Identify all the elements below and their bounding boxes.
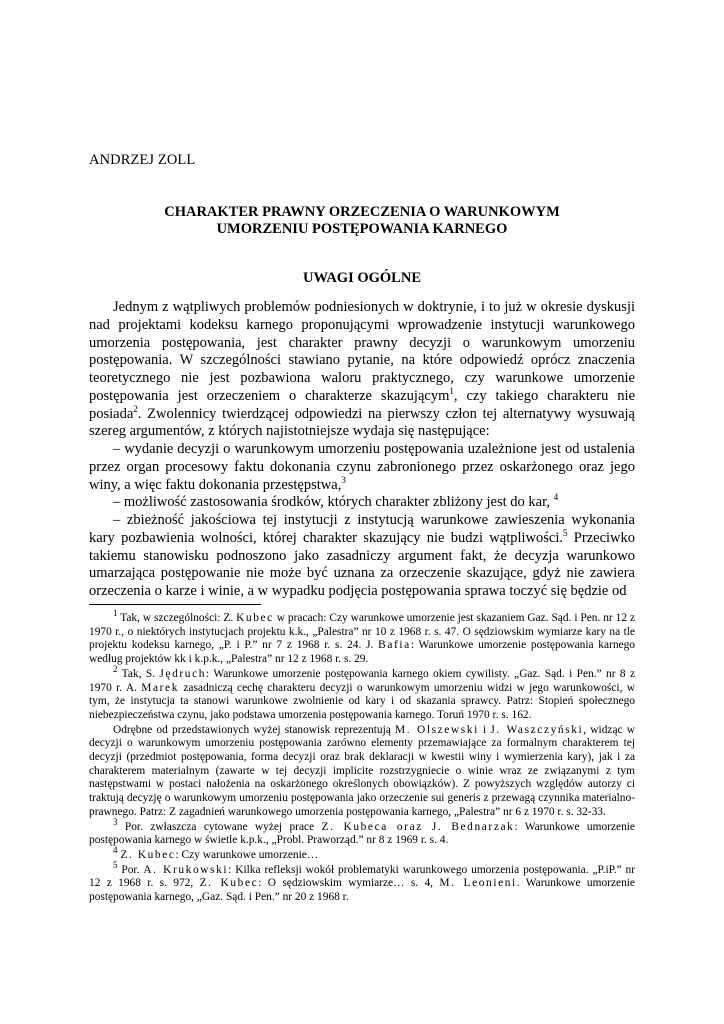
footnote-separator [89,604,261,605]
author-name: A. Krukowski [143,863,229,876]
footnote-3 [89,816,635,848]
author-name: Kubec [236,612,274,624]
text-run: , widząc w decyzji o warunkowym umorzeniu postępowania zarówno elementy przemawiające za formalnym charakterem tej decyzji (przedmiot postępowania, forma decyzji oraz brak deklaracji w kwestii winy i wymierzenia kary), jak i za charakterem materialnym (zawarte w tej decyzji implicite rozstrzygniecie o winie wraz ze związanymi z tym następstwami w postaci nałożenia na oskarżonego określonych obowiązków). Z powyższych względów autorzy ci traktują decyzję o warunkowym umorzeniu postępowania jako orzeczenie sui generis z przewagą czynnika materialno-prawnego. Patrz: Z zagadnień warunkowego umorzenia postępowania karnego, „Palestra” nr 6 z 1970 r. s. 32-33. [89,723,635,818]
paragraph [89,441,635,494]
footnote-ref: 3 [341,474,346,485]
author-name: M. Leonieni [439,877,517,890]
author-name: J. Waszczyński [490,723,584,736]
author-name: Z. Kubec [120,848,176,861]
text-run: Tak, w szczególności: Z. [120,612,237,624]
text-run: : O sędziowskim wymiarze… s. 4, [258,877,440,890]
text-run: – możliwość zastosowania środków, których charakter zbliżony jest do kar, [113,494,554,511]
section-heading: UWAGI OGÓLNE [302,270,422,286]
text-run: – zbieżność jakościowa tej instytucji z instytucją warunkowe zawieszenia wykonania kary pozbawienia wolności, której charakter skazujący nie budzi wątpliwości. [89,512,635,546]
text-run: w pracach: Czy warunkowe umorzenie jest skazaniem Gaz. Sąd. i Pen. nr 12 z 1970 r., o niektórych instytucjach projektu k.k., „Palestra” nr 10 z 1968 r. s. 47. O sędziowskim wymiarze kary na tle projektu kodeksu karnego, „P. i P.” nr 7 z 1968 r. s. 24. J. [89,612,635,652]
footnote-ref: 2 [133,403,138,414]
footnote-5 [89,859,635,905]
text-run: Przeciwko takiemu stanowisku podnoszono jako zasadniczy argument fakt, że decyzja warunkowo umarzająca postępowanie nie może być uznana za orzeczenie skazujące, gdyż nie zawiera orzeczenia o karze i winie, a w wypadku podjęcia postępowania sprawa toczyć się będzie od [89,529,636,599]
title-line-2: UMORZENIU POSTĘPOWANIA KARNEGO [216,221,508,237]
footnote-2-continuation [89,724,635,820]
footnote-4 [89,845,635,863]
footnote-ref: 1 [449,385,454,396]
body-text [89,299,635,601]
text-run: : Czy warunkowe umorzenie… [175,848,319,861]
article-title [89,204,635,238]
author-name: Marek [141,681,179,694]
text-run: Tak, S. [117,667,160,680]
author-name: Bafia [378,639,411,652]
footnote-1 [89,608,635,667]
paragraph [89,494,635,512]
author-name: Jędruch [159,667,207,680]
text-run: . Zwolennicy twierdzącej odpowiedzi na pierwszy człon tej alternatywy wysuwają szereg argumentów, z których najistotniejsze wydaja się następujące: [89,405,635,440]
text-run: Jednym z wątpliwych problemów podniesionych w doktrynie, i to już w okresie dyskusji nad projektami kodeksu karnego proponującymi wprowadzenie instytucji warunkowego umorzenia postępowania, jest charakter prawny decyzji o warunkowym umorzeniu postępowania. W szczególności stawiano pytanie, na które odpowiedź oprócz znaczenia teoretycznego nie jest pozbawiona waloru praktycznego, czy warunkowe umorzenie postępowania jest orzeczeniem o charakterze skazującym [89,299,635,404]
footnote-number: 4 [113,845,118,856]
author-name: M. Olszewski [395,723,479,736]
footnotes [89,608,635,906]
text-run: : Kilka refleksji wokół problematyki warunkowego umorzenia postępowania. „P.iP.” nr 12 z 1968 r. s. 972, [89,863,635,890]
text-run: : Warunkowe umorzenie postępowania karnego okiem cywilisty. „Gaz. Sąd. i Pen.” nr 8 z 1970 r. A. [89,667,635,694]
footnote-ref: 4 [553,492,559,503]
text-run: . Warunkowe umorzenie postępowania karnego, „Gaz. Sąd. i Pen.” nr 20 z 1968 r. [89,877,635,904]
text-run: Odrębne od przedstawionych wyżej stanowisk reprezentują [113,723,396,736]
author-name: Z. Kubec [199,877,259,890]
footnote-number: 2 [113,664,118,675]
text-run: i [478,723,491,736]
footnote-number: 1 [113,608,118,619]
text-run: Por. zwłaszcza cytowane wyżej prace [117,820,322,833]
text-run: – wydanie decyzji o warunkowym umorzeniu postępowania uzależnione jest od ustalenia przez organ procesowy faktu dokonania czynu zabronionego przez oskarżonego oraz jego winy, a więc faktu dokonania przestępstwa, [89,441,635,493]
title-line-1: CHARAKTER PRAWNY ORZECZENIA O WARUNKOWYM [164,204,560,220]
text-run: zasadniczą cechę charakteru decyzji o warunkowym umorzeniu widzi w jego warunkowości, w tym, że instytucja ta stanowi warunkowe zwolnienie od kary i od skazania sprawcy. Patrz: Stopień społecznego niebezpieczeństwa czynu, jako podstawa umorzenia postępowania karnego. Toruń 1970 r. s. 162. [89,681,635,721]
text-run: : Warunkowe umorzenie postępowania karnego według projektów kk i k.p.k., „Palestra” nr 12 z 1968 r. s. 29. [89,639,635,666]
paragraph [89,299,635,441]
footnote-2 [89,664,635,723]
footnote-number: 3 [113,816,118,827]
text-run: : Warunkowe umorzenie postępowania karnego w świetle k.p.k., „Probl. Praworząd.” nr 8 z 1969 r. s. 4. [89,820,635,847]
author-name: Z. Kubeca oraz J. Bednarzak [321,820,515,833]
footnote-number: 5 [113,859,118,870]
footnote-ref: 5 [563,527,568,538]
author-name: ANDRZEJ ZOLL [89,152,196,168]
text-run: Por. [117,863,144,876]
paragraph [89,512,635,601]
text-run: , czy takiego charakteru nie posiada [89,387,635,422]
